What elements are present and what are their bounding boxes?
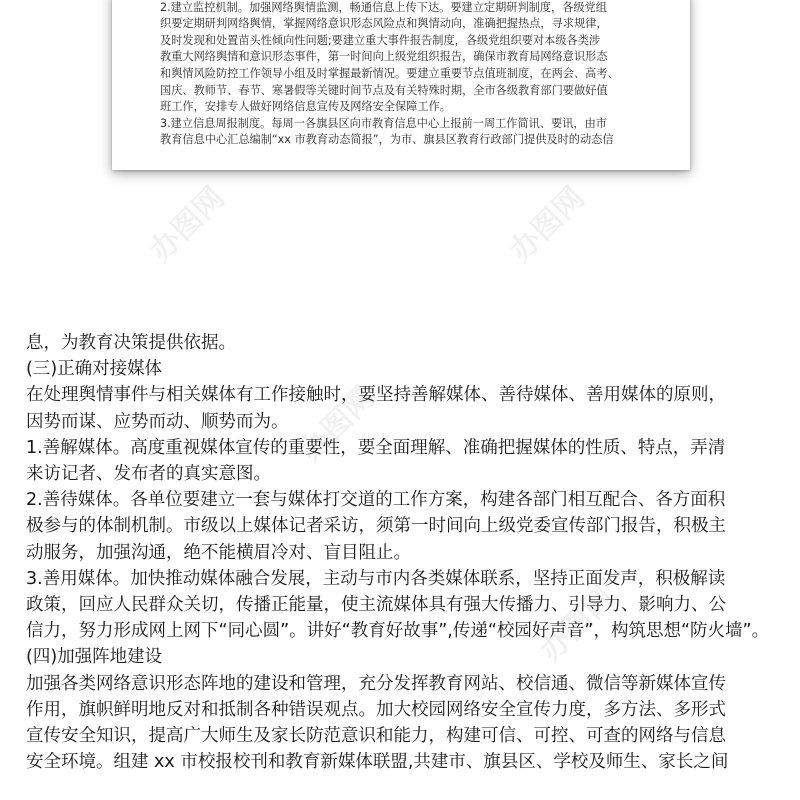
preview-line: 及时发现和处置苗头性倾向性问题;要建立重大事件报告制度，各级党组织要对本级各类涉 bbox=[160, 33, 601, 47]
watermark: 办图网 bbox=[143, 180, 232, 269]
body-line: 安全环境。组建 xx 市校报校刊和教育新媒体联盟,共建市、旗县区、学校及师生、家长之间 bbox=[26, 752, 729, 773]
body-line: 2.善待媒体。各单位要建立一套与媒体打交道的工作方案，构建各部门相互配合、各方面积 bbox=[26, 490, 726, 511]
body-line: 宣传安全知识，提高广大师生及家长防范意识和能力，构建可信、可控、可查的网络与信息 bbox=[26, 726, 726, 747]
document-body bbox=[26, 330, 786, 775]
preview-line: 国庆、教师节、春节、寒暑假等关键时间节点及有关特殊时期，全市各级教育部门要做好值 bbox=[160, 83, 608, 97]
watermark: 办图网 bbox=[503, 180, 592, 269]
body-line: 在处理舆情事件与相关媒体有工作接触时，要坚持善解媒体、善待媒体、善用媒体的原则， bbox=[26, 385, 726, 406]
body-line: 息，为教育决策提供依据。 bbox=[26, 333, 236, 353]
preview-line: 织要定期研判网络舆情，掌握网络意识形态风险点和舆情动向，准确把握热点，寻求规律， bbox=[160, 17, 608, 31]
body-line: 政策，回应人民群众关切，传播正能量，使主流媒体具有强大传播力、引导力、影响力、公 bbox=[26, 595, 726, 616]
preview-text bbox=[112, 0, 690, 149]
preview-line: 教重大网络舆情和意识形态事件，第一时间向上级党组织报告，确保市教育局网络意识形态 bbox=[160, 50, 608, 64]
body-line: 来访记者、发布者的真实意图。 bbox=[26, 464, 271, 485]
preview-line: 2.建立监控机制。加强网络舆情监测，畅通信息上传下达。要建立定期研判制度，各级党组 bbox=[160, 0, 607, 14]
watermark: 办图网 bbox=[293, 380, 382, 469]
preview-line: 教育信息中心汇总编制“xx 市教育动态简报”，为市、旗县区教育行政部门提供及时的动态信 bbox=[160, 133, 614, 147]
document-preview-card bbox=[112, 0, 690, 170]
section-heading: (三)正确对接媒体 bbox=[26, 359, 163, 380]
body-line: 3.善用媒体。加快推动媒体融合发展，主动与市内各类媒体联系，坚持正面发声，积极解读 bbox=[26, 568, 726, 589]
watermark: 办图网 bbox=[533, 580, 622, 669]
body-line: 作用，旗帜鲜明地反对和抵制各种错误观点。加大校园网络安全宣传力度，多方法、多形式 bbox=[26, 699, 726, 720]
body-line: 1.善解媒体。高度重视媒体宣传的重要性，要全面理解、准确把握媒体的性质、特点，弄清 bbox=[26, 437, 726, 458]
body-line: 信力，努力形成网上网下“同心圆”。讲好“教育好故事”,传递“校园好声音”，构筑思想“防火墙”。 bbox=[26, 621, 770, 642]
body-line: 极参与的体制机制。市级以上媒体记者采访，须第一时间向上级党委宣传部门报告，积极主 bbox=[26, 516, 726, 537]
body-line: 动服务，加强沟通，绝不能横眉冷对、盲目阻止。 bbox=[26, 542, 411, 563]
section-heading: (四)加强阵地建设 bbox=[26, 647, 163, 668]
body-line: 加强各类网络意识形态阵地的建设和管理，充分发挥教育网站、校信通、微信等新媒体宣传 bbox=[26, 673, 726, 694]
preview-line: 3.建立信息周报制度。每周一各旗县区向市教育信息中心上报前一周工作简讯、要讯，由市 bbox=[160, 116, 607, 130]
body-line: 因势而谋、应势而动、顺势而为。 bbox=[26, 411, 289, 432]
preview-line: 班工作，安排专人做好网络信息宣传及网络安全保障工作。 bbox=[160, 100, 451, 114]
preview-line: 和舆情风险防控工作领导小组及时掌握最新情况。要建立重要节点值班制度，在两会、高考、 bbox=[160, 66, 619, 80]
